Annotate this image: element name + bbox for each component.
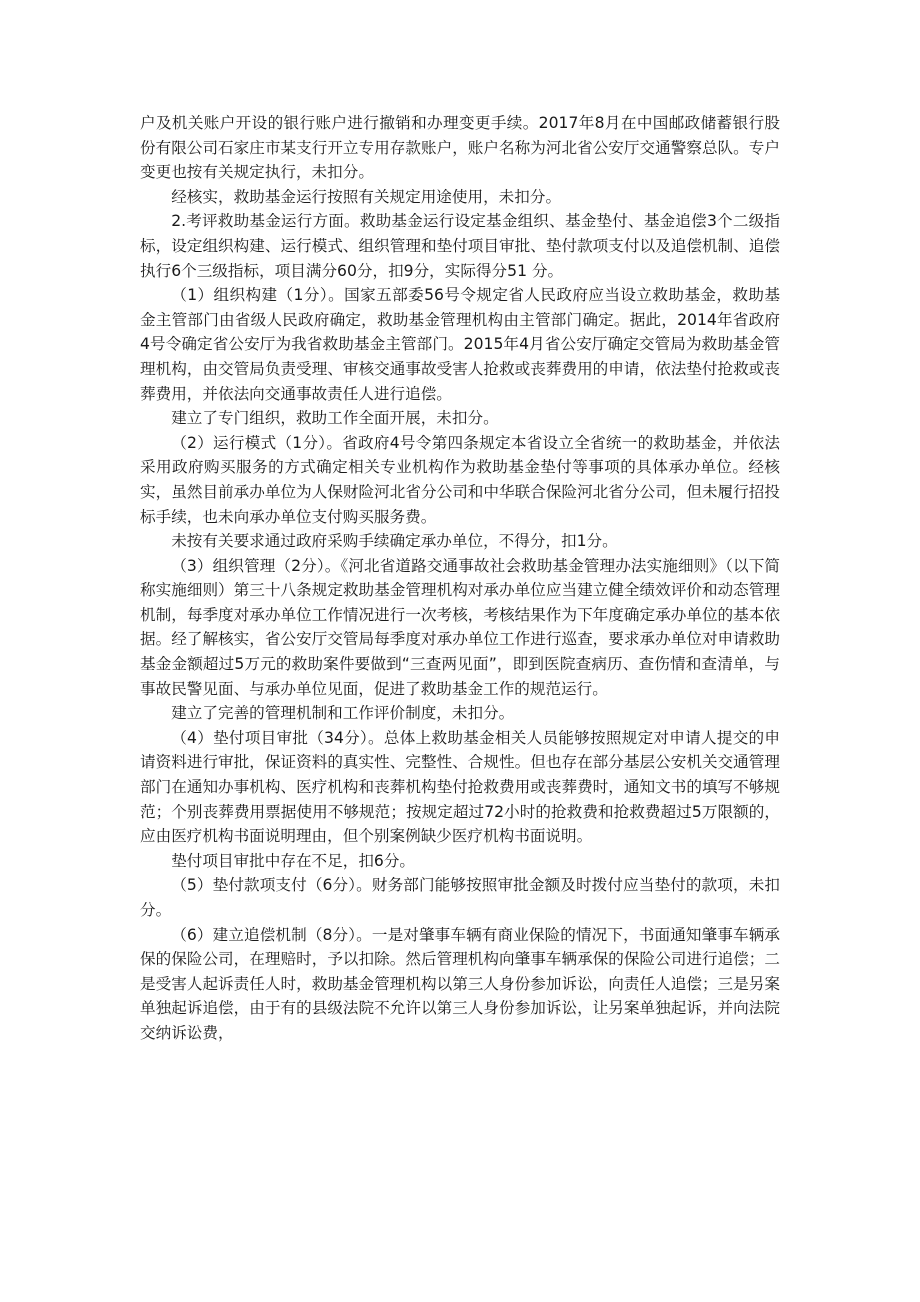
- paragraph-management-result: 建立了完善的管理机制和工作评价制度，未扣分。: [171, 704, 515, 723]
- paragraph-organization-management: （3）组织管理（2分）。《河北省道路交通事故社会救助基金管理办法实施细则》（以下简称实施细则）第三十八条规定救助基金管理机构对承办单位应当建立健全绩效评价和动态管理机制，每季度对承办单位工作情况进行一次考核，考核结果作为下年度确定承办单位的基本依据。经了解核实，省公安厅交管局每季度对承办单位工作进行巡查，要求承办单位对申请救助基金金额超过5万元的救助案件要做到“三查两见面”，即到医院查病历、查伤情和查清单，与事故民警见面、与承办单位见面，促进了救助基金工作的规范运行。: [140, 556, 780, 698]
- paragraph-advance-approval: （4）垫付项目审批（34分）。总体上救助基金相关人员能够按照规定对申请人提交的申请资料进行审批，保证资料的真实性、完整性、合规性。但也存在部分基层公安机关交通管理部门在通知办事机构、医疗机构和丧葬机构垫付抢救费用或丧葬费时，通知文书的填写不够规范；个别丧葬费用票据使用不够规范；按规定超过72小时的抢救费和抢救费超过5万限额的，应由医疗机构书面说明理由，但个别案例缺少医疗机构书面说明。: [140, 728, 780, 846]
- paragraph-advance-approval-result: 垫付项目审批中存在不足，扣6分。: [171, 851, 416, 870]
- paragraph-fund-operation-evaluation: 2.考评救助基金运行方面。救助基金运行设定基金组织、基金垫付、基金追偿3个二级指标，设定组织构建、运行模式、组织管理和垫付项目审批、垫付款项支付以及追偿机制、追偿执行6个三级指标，项目满分60分，扣9分，实际得分51 分。: [140, 212, 780, 280]
- paragraph-fund-usage-verified: 经核实，救助基金运行按照有关规定用途使用，未扣分。: [171, 187, 562, 206]
- paragraph-operation-mode: （2）运行模式（1分）。省政府4号令第四条规定本省设立全省统一的救助基金，并依法采用政府购买服务的方式确定相关专业机构作为救助基金垫付等事项的具体承办单位。经核实，虽然目前承办单位为人保财险河北省分公司和中华联合保险河北省分公司，但未履行招投标手续，也未向承办单位支付购买服务费。: [140, 433, 780, 526]
- paragraph-account-change: 户及机关账户开设的银行账户进行撤销和办理变更手续。2017年8月在中国邮政储蓄银行股份有限公司石家庄市某支行开立专用存款账户，账户名称为河北省公安厅交通警察总队。专户变更也按有关规定执行，未扣分。: [140, 114, 780, 182]
- paragraph-recovery-mechanism: （6）建立追偿机制（8分）。一是对肇事车辆有商业保险的情况下，书面通知肇事车辆承保的保险公司，在理赔时，予以扣除。然后管理机构向肇事车辆承保的保险公司进行追偿；二是受害人起诉责任人时，救助基金管理机构以第三人身份参加诉讼，向责任人追偿；三是另案单独起诉追偿，由于有的县级法院不允许以第三人身份参加诉讼，让另案单独起诉，并向法院交纳诉讼费，: [140, 925, 780, 1042]
- paragraph-advance-payment: （5）垫付款项支付（6分）。财务部门能够按照审批金额及时拨付应当垫付的款项，未扣分。: [140, 876, 780, 919]
- paragraph-organization-result: 建立了专门组织，救助工作全面开展，未扣分。: [171, 409, 499, 428]
- paragraph-organization-building: （1）组织构建（1分）。国家五部委56号令规定省人民政府应当设立救助基金，救助基金主管部门由省级人民政府确定，救助基金管理机构由主管部门确定。据此，2014年省政府4号令确定省公安厅为我省救助基金主管部门。2015年4月省公安厅确定交管局为救助基金管理机构，由交管局负责受理、审核交通事故受害人抢救或丧葬费用的申请，依法垫付抢救或丧葬费用，并依法向交通事故责任人进行追偿。: [140, 286, 780, 403]
- paragraph-operation-mode-result: 未按有关要求通过政府采购手续确定承办单位，不得分，扣1分。: [171, 532, 618, 551]
- document-page: [140, 111, 780, 1046]
